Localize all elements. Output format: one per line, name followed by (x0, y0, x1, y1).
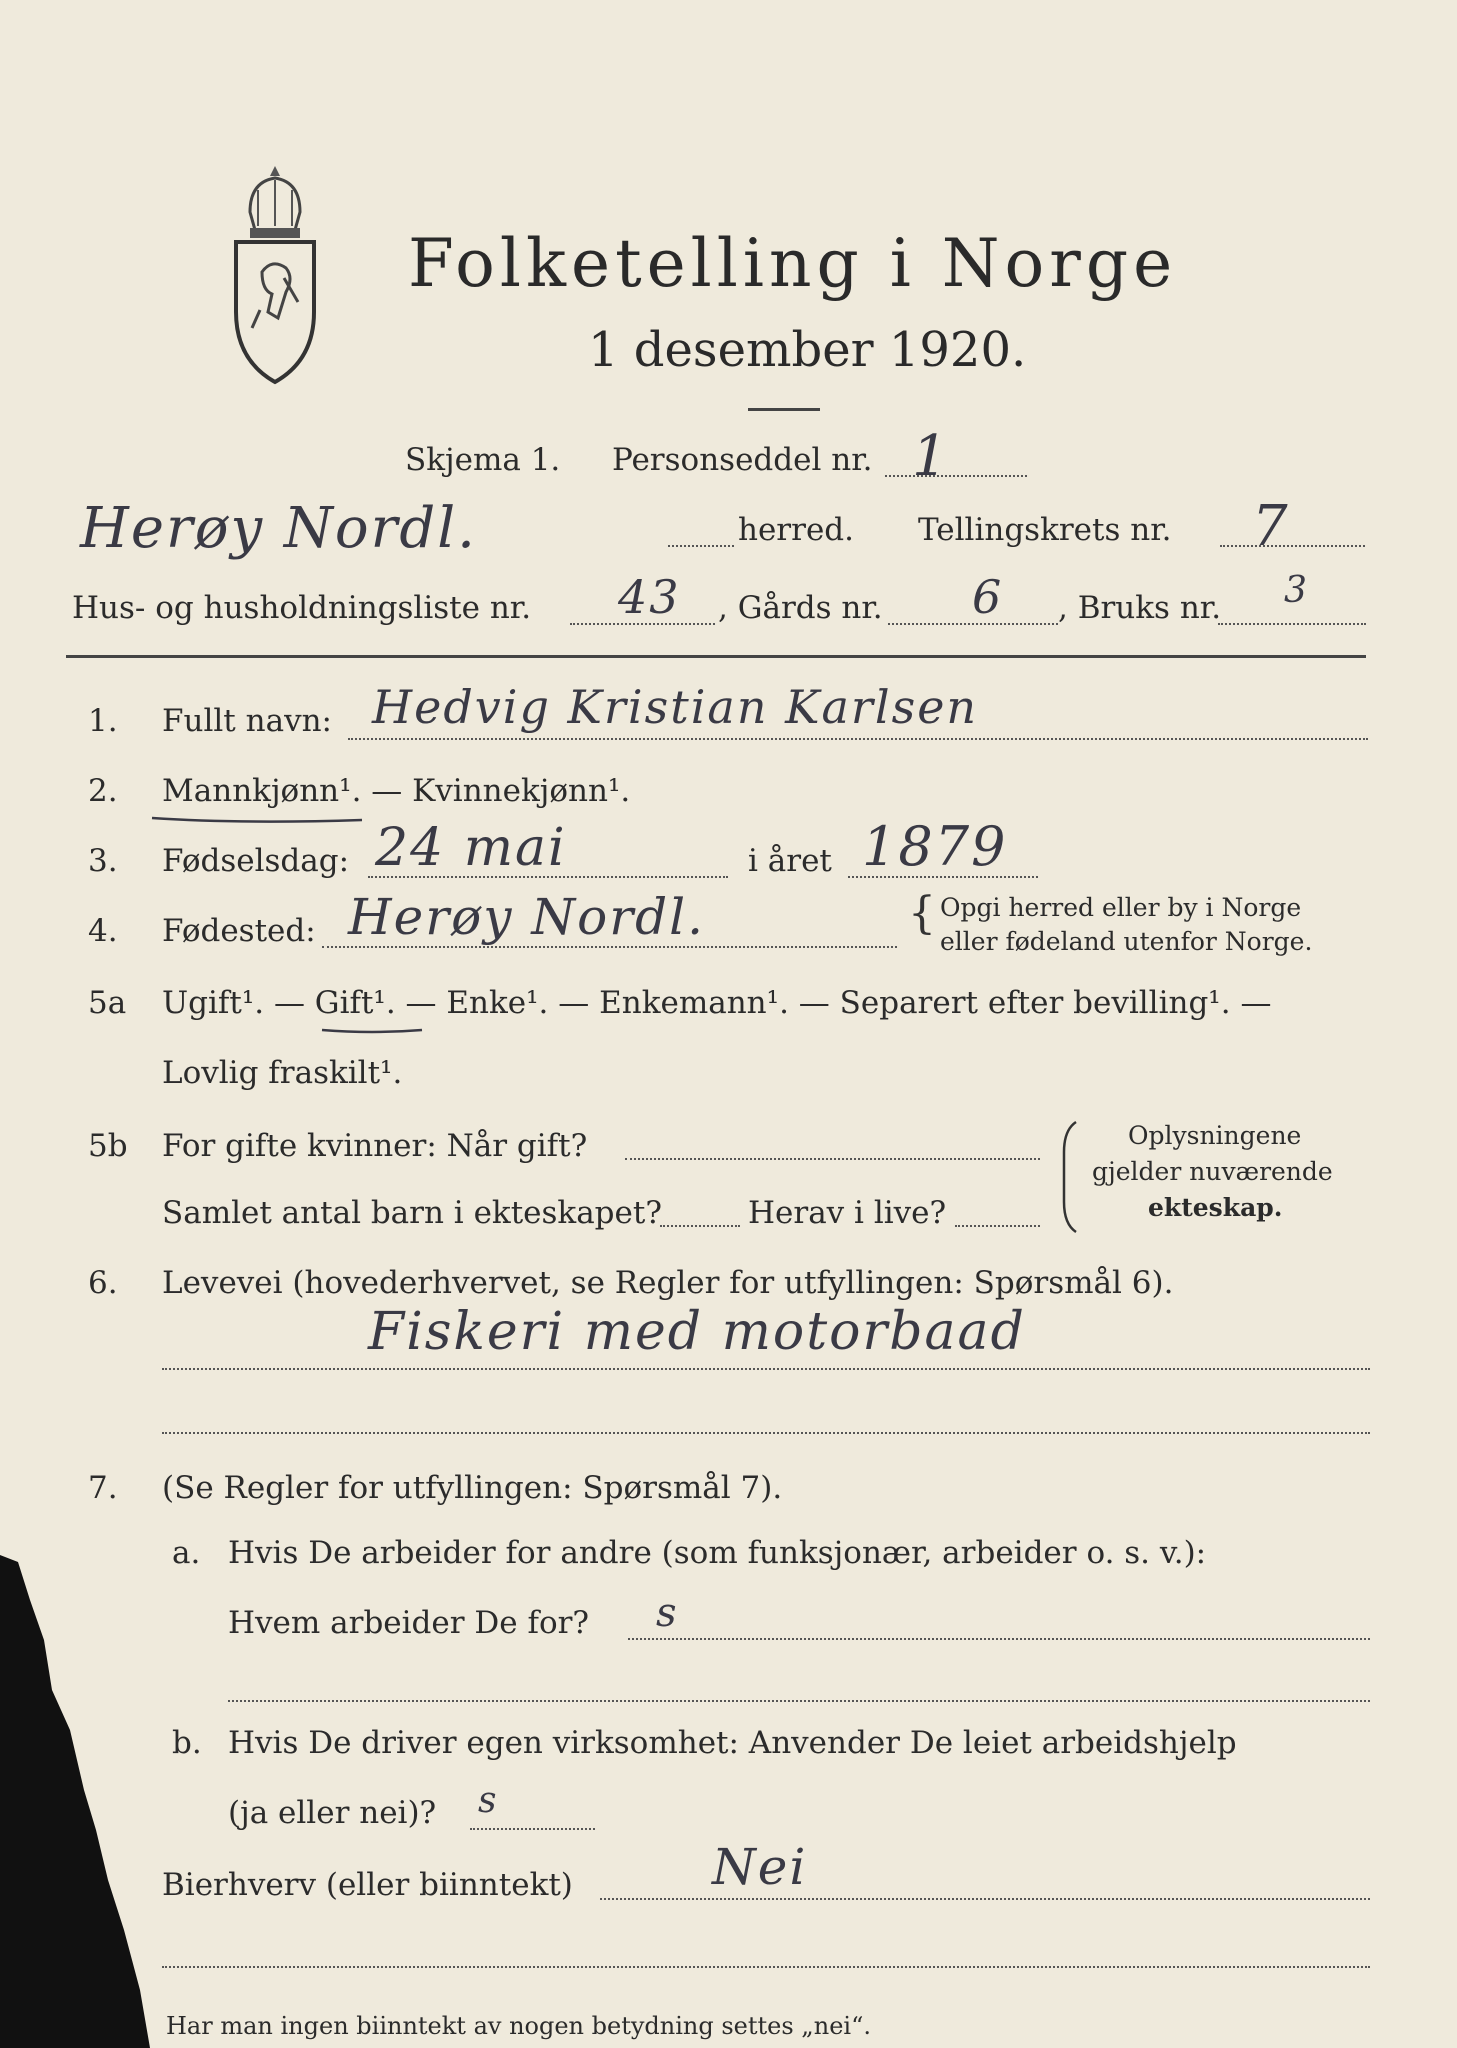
employer-value[interactable]: s (656, 1590, 679, 1636)
bruks-line (1218, 623, 1366, 625)
q5b-note-line1: Oplysningene (1128, 1121, 1302, 1150)
full-name-value[interactable]: Hedvig Kristian Karlsen (372, 680, 979, 734)
birthdate-value[interactable]: 24 mai (375, 818, 567, 878)
personseddel-value[interactable]: 1 (912, 424, 950, 489)
hired-help-value[interactable]: s (478, 1780, 499, 1821)
q5b-note-line3: ekteskap. (1148, 1193, 1283, 1222)
q3-number: 3. (88, 843, 118, 879)
q7b-text: Hvis De driver egen virksomhet: Anvender De leiet arbeidshjelp (228, 1725, 1237, 1761)
bierhverv-line-2 (162, 1966, 1370, 1968)
q5b-number: 5b (88, 1128, 128, 1164)
year-label: i året (748, 843, 832, 879)
header-separator (66, 655, 1366, 658)
q4-number: 4. (88, 913, 118, 949)
q1-number: 1. (88, 703, 118, 739)
q2-number: 2. (88, 773, 118, 809)
husholdningsliste-label: Hus- og husholdningsliste nr. (72, 590, 532, 626)
q5b-bracket (1058, 1118, 1082, 1238)
children-count-label: Samlet antal barn i ekteskapet? (162, 1195, 662, 1231)
torn-edge (0, 0, 150, 2048)
tellingskrets-line (1220, 545, 1365, 547)
divorced-option[interactable]: Lovlig fraskilt¹. (162, 1055, 403, 1091)
herred-line (668, 545, 734, 547)
q7b-question: (ja eller nei)? (228, 1795, 437, 1831)
coat-of-arms-icon (228, 160, 322, 385)
bruks-label: , Bruks nr. (1058, 590, 1222, 626)
birthplace-value[interactable]: Herøy Nordl. (348, 888, 705, 946)
when-married-line (625, 1158, 1040, 1160)
q1-label: Fullt navn: (162, 703, 332, 739)
birthyear-value[interactable]: 1879 (862, 815, 1008, 878)
herred-label: herred. (738, 512, 854, 548)
bierhverv-value[interactable]: Nei (712, 1838, 808, 1896)
personseddel-line (885, 475, 1027, 477)
occupation-value[interactable]: Fiskeri med motorbaad (368, 1302, 1026, 1362)
footnote: Har man ingen biinntekt av nogen betydning settes „nei“. (166, 2012, 871, 2040)
q6-label: Levevei (hovederhvervet, se Regler for utfyllingen: Spørsmål 6). (162, 1265, 1174, 1301)
title-divider (748, 408, 820, 411)
bierhverv-line (600, 1898, 1370, 1900)
tellingskrets-value[interactable]: 7 (1252, 494, 1290, 559)
occupation-line-2 (162, 1432, 1370, 1434)
census-date: 1 desember 1920. (588, 322, 1027, 378)
children-alive-line (955, 1225, 1040, 1227)
hired-help-line (470, 1828, 595, 1830)
q5b-note-line2: gjelder nuværende (1092, 1157, 1333, 1186)
form-title: Folketelling i Norge (408, 225, 1178, 302)
full-name-line (348, 738, 1368, 740)
q3-label: Fødselsdag: (162, 843, 350, 879)
gards-label: , Gårds nr. (718, 590, 883, 626)
bruks-value[interactable]: 3 (1284, 570, 1309, 611)
q7a-letter: a. (172, 1535, 201, 1571)
q5a-number: 5a (88, 985, 127, 1021)
married-underline-mark (318, 1020, 428, 1040)
marital-status-options[interactable]: Ugift¹. — Gift¹. — Enke¹. — Enkemann¹. — Separert efter bevilling¹. — (162, 985, 1272, 1021)
gender-options[interactable]: Mannkjønn¹. — Kvinnekjønn¹. (162, 773, 631, 809)
q4-label: Fødested: (162, 913, 316, 949)
husholdningsliste-value[interactable]: 43 (618, 570, 681, 624)
q4-brace: { (908, 888, 936, 939)
herred-value[interactable]: Herøy Nordl. (80, 496, 477, 561)
birthplace-line (322, 946, 897, 948)
q7-label: (Se Regler for utfyllingen: Spørsmål 7). (162, 1470, 783, 1506)
q7-number: 7. (88, 1470, 118, 1506)
gards-value[interactable]: 6 (972, 570, 1004, 624)
employer-line (628, 1638, 1370, 1640)
q7a-question: Hvem arbeider De for? (228, 1605, 590, 1641)
q7a-text: Hvis De arbeider for andre (som funksjonær, arbeider o. s. v.): (228, 1535, 1207, 1571)
skjema-label: Skjema 1. (405, 442, 561, 478)
occupation-line-1 (162, 1368, 1370, 1370)
q4-note-line1: Opgi herred eller by i Norge (940, 893, 1302, 922)
bierhverv-label: Bierhverv (eller biinntekt) (162, 1867, 573, 1903)
q7b-letter: b. (172, 1725, 202, 1761)
tellingskrets-label: Tellingskrets nr. (918, 512, 1172, 548)
personseddel-label: Personseddel nr. (612, 442, 873, 478)
male-underline-mark (148, 808, 368, 828)
children-count-line (660, 1225, 740, 1227)
when-married-label: For gifte kvinner: Når gift? (162, 1128, 588, 1164)
q4-note-line2: eller fødeland utenfor Norge. (940, 927, 1313, 956)
employer-line-2 (228, 1700, 1370, 1702)
q6-number: 6. (88, 1265, 118, 1301)
children-alive-label: Herav i live? (748, 1195, 947, 1231)
